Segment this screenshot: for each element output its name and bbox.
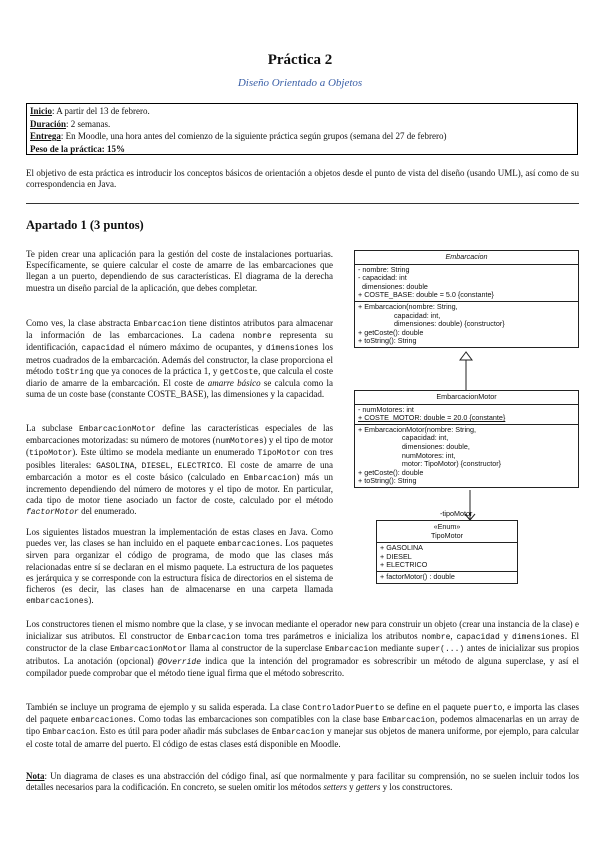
paragraph-4: Los siguientes listados muestran la implementación de estas clases en Java. Como puedes ver, las clases se han incluido en el paquete embarcaciones. Los paquetes sirven para organizar el código de programa, de modo que las clases más relacionadas entre sí se declaran en el mismo paquete. La estructura de los paquetes es jerárquica y se corresponde con la estructura física de directorios en el sistema de ficheros (es decir, las clases han de almacenarse en una carpeta llamada embarcaciones). — [26, 527, 333, 607]
uml-enum-tipomotor — [376, 520, 518, 584]
uml-methods: + Embarcacion(nombre: String, capacidad: int, dimensiones: double) {constructor} + getCoste(): double + toString(): String — [358, 301, 505, 346]
uml-class-embarcacionmotor — [354, 390, 579, 488]
divider — [26, 203, 579, 204]
info-box — [26, 103, 578, 155]
uml-enum-header: «Enum» TipoMotor — [377, 521, 517, 543]
uml-attributes: - numMotores: int + COSTE_MOTOR: double = 20.0 {constante} — [355, 405, 578, 425]
paragraph-2: Como ves, la clase abstracta Embarcacion tiene distintos atributos para almacenar la información de las embarcaciones. La cadena nombre representa su identificación, capacidad el número máximo de ocupantes, y dimensiones los metros cuadrados de la embarcación. Además del constructor, la clase proporciona el método toString que ya conoces de la práctica 1, y getCoste, que calcula el coste diario de amarre de la embarcación. El coste de amarre básico se calcula como la suma de un coste base (constante COSTE_BASE), las dimensiones y la capacidad. — [26, 318, 334, 400]
page-title: Práctica 2 — [267, 52, 333, 68]
uml-enum-methods: + factorMotor() : double — [380, 571, 455, 581]
uml-class-embarcacion — [354, 250, 579, 348]
paragraph-5: Los constructores tienen el mismo nombre que la clase, y se invocan mediante el operador new para construir un objeto (crear una instancia de la clase) e inicializar sus atributos. El constructor de Embarcacion toma tres parámetros e inicializa los atributos nombre, capacidad y dimensiones. El constructor de la clase EmbarcacionMotor llama al constructor de la superclase Embarcacion mediante super(...) antes de inicializar sus propios atributos. La anotación (opcional) @Override indica que la intención del programador es sobrescribir un método de alguna superclase, y así el compilador puede comprobar que el método tiene igual firma que el método sobrescrito. — [26, 619, 580, 678]
association-label: -tipoMotor — [440, 509, 473, 518]
info-duracion: Duración: 2 semanas. — [30, 118, 111, 129]
info-inicio: Inicio: A partir del 13 de febrero. — [30, 106, 150, 116]
uml-enum-literals: + GASOLINA + DIESEL + ELECTRICO — [377, 543, 517, 572]
paragraph-1: Te piden crear una aplicación para la gestión del coste de instalaciones portuarias. Específicamente, se quiere calcular el coste de amarre de las embarcaciones que llegan a un puerto, dependiendo de sus características. El diagrama de la derecha muestra un diseño parcial de la aplicación, que debes completar. — [26, 249, 333, 293]
paragraph-3: La subclase EmbarcacionMotor define las características especiales de las embarcaciones motorizadas: su número de motores (numMotores) y el tipo de motor (tipoMotor). Este último se modela mediante un enumerado TipoMotor con tres posibles literales: GASOLINA, DIESEL, ELECTRICO. El coste de amarre de una embarcación a motor es el coste básico (calculado en Embarcacion) más un incremento dependiendo del número de motores y el tipo de motor. En particular, cada tipo de motor tiene asociado un factor de coste, calculado por el método factorMotor del enumerado. — [26, 423, 334, 518]
uml-class-name: Embarcacion — [355, 251, 578, 265]
page-subtitle: Diseño Orientado a Objetos — [237, 77, 363, 89]
paragraph-6: También se incluye un programa de ejemplo y su salida esperada. La clase ControladorPuerto se define en el paquete puerto, e importa las clases del paquete embarcaciones. Como todas las embarcaciones son compatibles con la clase base Embarcacion, podemos almacenarlas en un array de tipo Embarcacion. Esto es útil para poder añadir más subclases de Embarcacion y manejar sus objetos de manera uniforme, por ejemplo, para calcular el coste total de amarre del puerto. El código de estas clases está disponible en Moodle. — [26, 702, 579, 749]
uml-class-name: EmbarcacionMotor — [355, 391, 578, 405]
note-paragraph: Nota: Un diagrama de clases es una abstracción del código final, así que normalmente y para facilitar su comprensión, no se suelen incluir todos los detalles necesarios para la codificación. En concreto, se suelen omitir los métodos setters y getters y los constructores. — [26, 771, 579, 793]
info-peso: Peso de la práctica: 15% — [30, 143, 125, 154]
uml-attributes: - nombre: String - capacidad: int dimensiones: double + COSTE_BASE: double = 5.0 {constante} — [355, 265, 578, 302]
info-entrega: Entrega: En Moodle, una hora antes del comienzo de la siguiente práctica según grupos (semana del 27 de febrero) — [30, 131, 447, 141]
intro-paragraph: El objetivo de esta práctica es introducir los conceptos básicos de orientación a objetos desde el punto de vista del diseño (usando UML), así como de su correspondencia en Java. — [26, 168, 579, 190]
section-heading: Apartado 1 (3 puntos) — [26, 218, 144, 232]
uml-methods: + EmbarcacionMotor(nombre: String, capacidad: int, dimensiones: double, numMotores: int, motor: TipoMotor) {constructor} + getCoste(): double + toString(): String — [358, 424, 501, 486]
